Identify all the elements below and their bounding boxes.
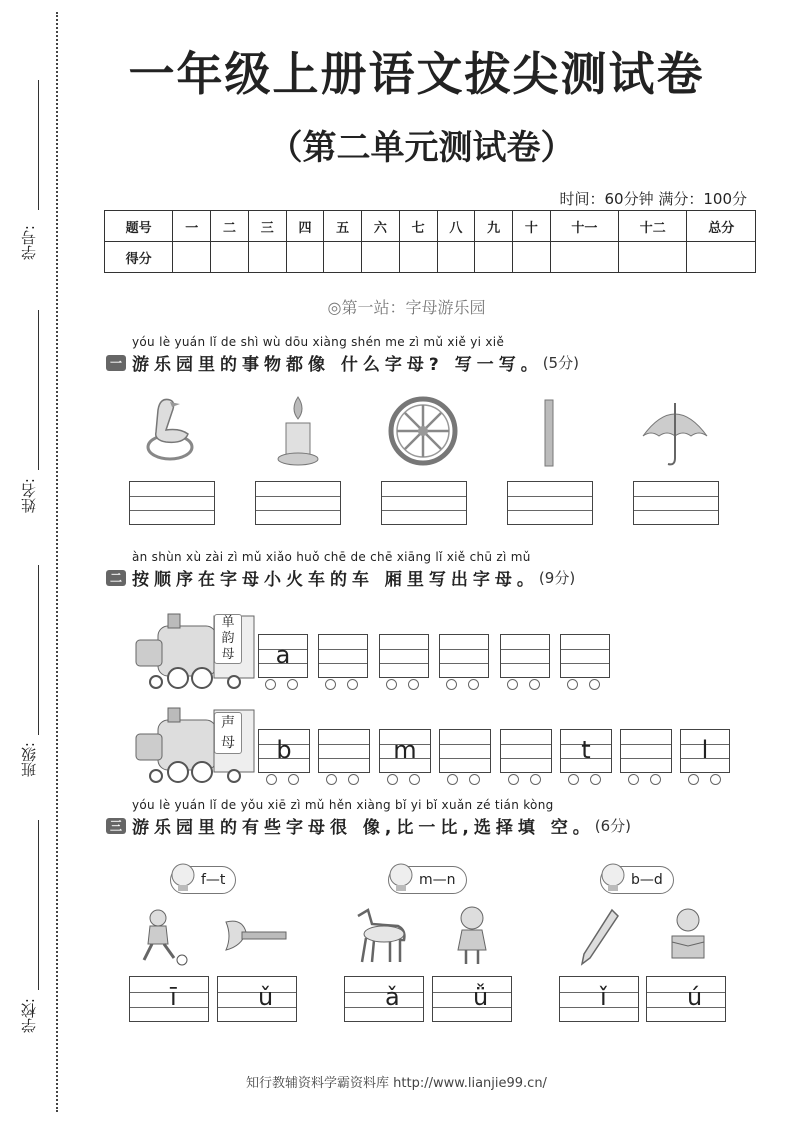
table-cell: 十二 bbox=[619, 211, 687, 242]
sign-char: 单 bbox=[221, 615, 235, 630]
train-car[interactable] bbox=[318, 729, 370, 773]
train-car[interactable] bbox=[680, 729, 730, 773]
answer-letter: ú bbox=[687, 983, 703, 1011]
score-input-cell[interactable] bbox=[687, 242, 756, 273]
question-prompt: 游乐园里的有些字母很 像,比一比,选择填 空。 bbox=[132, 818, 595, 838]
train-wheel bbox=[688, 774, 699, 785]
score-input-cell[interactable] bbox=[286, 242, 324, 273]
table-cell: 九 bbox=[475, 211, 513, 242]
umbrella-icon bbox=[640, 398, 710, 468]
sign-char: 母 bbox=[221, 735, 235, 751]
pencil-icon bbox=[578, 906, 620, 968]
question-number: 一 bbox=[106, 355, 126, 371]
question-points: (6分) bbox=[594, 817, 632, 835]
write-box[interactable] bbox=[507, 481, 593, 525]
table-cell: 三 bbox=[248, 211, 286, 242]
lightbulb-icon bbox=[168, 860, 198, 894]
write-box[interactable] bbox=[255, 481, 341, 525]
horse-icon bbox=[350, 906, 410, 966]
score-input-cell[interactable] bbox=[248, 242, 286, 273]
question-text bbox=[106, 565, 575, 590]
sign-char: 母 bbox=[221, 647, 235, 662]
hint-text: f—t bbox=[201, 872, 226, 888]
student-id-label: 学号: bbox=[20, 225, 38, 261]
answer-box[interactable] bbox=[129, 976, 209, 1022]
train-wheel bbox=[326, 774, 337, 785]
train-wheel bbox=[265, 679, 276, 690]
goose-icon bbox=[140, 392, 200, 467]
train-wheel bbox=[567, 679, 578, 690]
table-cell: 七 bbox=[399, 211, 437, 242]
train-wheel bbox=[288, 774, 299, 785]
table-cell: 四 bbox=[286, 211, 324, 242]
reading-girl-icon bbox=[664, 906, 712, 962]
answer-box[interactable] bbox=[344, 976, 424, 1022]
footer-source: 知行教辅资料学霸资料库 http://www.lianjie99.cn/ bbox=[246, 1076, 547, 1091]
question-1 bbox=[106, 334, 579, 375]
question-text bbox=[106, 813, 631, 838]
train-car[interactable] bbox=[439, 634, 489, 678]
name-line bbox=[38, 310, 39, 470]
train-wheel bbox=[408, 679, 419, 690]
page-title: 一年级上册语文拔尖测试卷 bbox=[128, 47, 705, 101]
write-box[interactable] bbox=[633, 481, 719, 525]
question-prompt: 游乐园里的事物都像 什么字母? 写一写。 bbox=[132, 355, 543, 375]
train-wheel bbox=[348, 774, 359, 785]
answer-letter: ī bbox=[170, 983, 177, 1011]
question-prompt: 按顺序在字母小火车的车 厢里写出字母。 bbox=[132, 570, 539, 590]
car-letter: m bbox=[393, 736, 417, 764]
train-wheel bbox=[347, 679, 358, 690]
train-car[interactable] bbox=[560, 634, 610, 678]
score-input-cell[interactable] bbox=[362, 242, 400, 273]
answer-letter: ǚ bbox=[473, 983, 489, 1011]
answer-letter: ǐ bbox=[600, 983, 607, 1011]
hint-text: b—d bbox=[631, 872, 663, 888]
table-cell: 二 bbox=[211, 211, 249, 242]
score-input-cell[interactable] bbox=[324, 242, 362, 273]
train-wheel bbox=[508, 774, 519, 785]
lightbulb-icon bbox=[598, 860, 628, 894]
train-wheel bbox=[386, 679, 397, 690]
answer-box[interactable] bbox=[559, 976, 639, 1022]
kicking-ball-icon bbox=[136, 908, 190, 966]
train-wheel bbox=[409, 774, 420, 785]
table-cell: 十一 bbox=[550, 211, 618, 242]
train-wheel bbox=[650, 774, 661, 785]
score-input-cell[interactable] bbox=[437, 242, 475, 273]
question-number: 二 bbox=[106, 570, 126, 586]
train-car[interactable] bbox=[258, 634, 308, 678]
train-wheel bbox=[590, 774, 601, 785]
train-wheel bbox=[387, 774, 398, 785]
table-cell: 总分 bbox=[687, 211, 756, 242]
score-input-cell[interactable] bbox=[475, 242, 513, 273]
class-label: 班级: bbox=[20, 742, 38, 778]
car-letter: a bbox=[275, 641, 291, 669]
score-input-cell[interactable] bbox=[399, 242, 437, 273]
question-pinyin: àn shùn xù zài zì mǔ xiǎo huǒ chē de chē xiāng lǐ xiě chū zì mǔ bbox=[132, 550, 531, 564]
train-car[interactable] bbox=[500, 729, 552, 773]
question-pinyin: yóu lè yuán lǐ de shì wù dōu xiàng shén me zì mǔ xiě yi xiě bbox=[132, 335, 505, 349]
train-car[interactable] bbox=[500, 634, 550, 678]
table-cell: 一 bbox=[173, 211, 211, 242]
school-label: 学校: bbox=[20, 998, 38, 1034]
section-station-title: ◎第一站：字母游乐园 bbox=[327, 298, 486, 317]
girl-icon bbox=[452, 904, 492, 966]
train-wheel bbox=[287, 679, 298, 690]
sign-char: 韵 bbox=[221, 631, 235, 646]
train-car[interactable] bbox=[439, 729, 491, 773]
class-line bbox=[38, 565, 39, 735]
answer-letter: ǎ bbox=[385, 983, 400, 1011]
train-wheel bbox=[589, 679, 600, 690]
train-car[interactable] bbox=[318, 634, 368, 678]
question-number: 三 bbox=[106, 818, 126, 834]
answer-box[interactable] bbox=[646, 976, 726, 1022]
train-car[interactable] bbox=[620, 729, 672, 773]
score-table bbox=[104, 210, 756, 273]
score-input-cell[interactable] bbox=[512, 242, 550, 273]
write-box[interactable] bbox=[129, 481, 215, 525]
train-wheel bbox=[468, 679, 479, 690]
hint-text: m—n bbox=[419, 872, 456, 888]
train-wheel bbox=[469, 774, 480, 785]
table-cell: 十 bbox=[512, 211, 550, 242]
train-car[interactable] bbox=[258, 729, 310, 773]
train-wheel bbox=[507, 679, 518, 690]
school-line bbox=[38, 820, 39, 990]
stick-icon bbox=[542, 398, 556, 468]
wheel-icon bbox=[388, 396, 458, 466]
train-wheel bbox=[568, 774, 579, 785]
train-sign-vowels bbox=[214, 614, 242, 664]
answer-box[interactable] bbox=[217, 976, 297, 1022]
train-wheel bbox=[530, 774, 541, 785]
write-box[interactable] bbox=[381, 481, 467, 525]
axe-icon bbox=[222, 916, 288, 958]
train-wheel bbox=[628, 774, 639, 785]
table-cell: 五 bbox=[324, 211, 362, 242]
answer-letter: ǔ bbox=[258, 983, 274, 1011]
score-table-header-row bbox=[105, 211, 756, 242]
question-3 bbox=[106, 797, 631, 838]
question-2 bbox=[106, 549, 575, 590]
table-cell: 六 bbox=[362, 211, 400, 242]
name-label: 姓名: bbox=[20, 478, 38, 514]
train-wheel bbox=[325, 679, 336, 690]
question-points: (5分) bbox=[542, 354, 579, 372]
car-letter: t bbox=[581, 736, 591, 764]
train-wheel bbox=[710, 774, 721, 785]
score-input-cell[interactable] bbox=[211, 242, 249, 273]
answer-box[interactable] bbox=[432, 976, 512, 1022]
train-wheel bbox=[447, 774, 458, 785]
train-car[interactable] bbox=[379, 634, 429, 678]
question-text bbox=[106, 350, 579, 375]
score-input-cell[interactable] bbox=[173, 242, 211, 273]
train-wheel bbox=[529, 679, 540, 690]
page-subtitle: （第二单元测试卷） bbox=[268, 128, 575, 168]
table-cell: 得分 bbox=[105, 242, 173, 273]
score-input-cell[interactable] bbox=[619, 242, 687, 273]
sign-char: 声 bbox=[221, 715, 235, 731]
question-pinyin: yóu lè yuán lǐ de yǒu xiē zì mǔ hěn xiàng bǐ yi bǐ xuǎn zé tián kòng bbox=[132, 798, 554, 812]
binding-dotted-line bbox=[56, 12, 58, 1112]
table-cell: 八 bbox=[437, 211, 475, 242]
train-wheel bbox=[266, 774, 277, 785]
train-car[interactable] bbox=[379, 729, 431, 773]
lightbulb-icon bbox=[386, 860, 416, 894]
candle-icon bbox=[276, 395, 321, 467]
train-car[interactable] bbox=[560, 729, 612, 773]
car-letter: l bbox=[701, 736, 709, 764]
train-wheel bbox=[446, 679, 457, 690]
car-letter: b bbox=[276, 736, 292, 764]
question-points: (9分) bbox=[538, 569, 576, 587]
exam-meta: 时间：60分钟 满分：100分 bbox=[559, 190, 747, 208]
train-sign-consonants bbox=[214, 712, 242, 754]
score-table-score-row bbox=[105, 242, 756, 273]
table-cell: 题号 bbox=[105, 211, 173, 242]
score-input-cell[interactable] bbox=[550, 242, 618, 273]
